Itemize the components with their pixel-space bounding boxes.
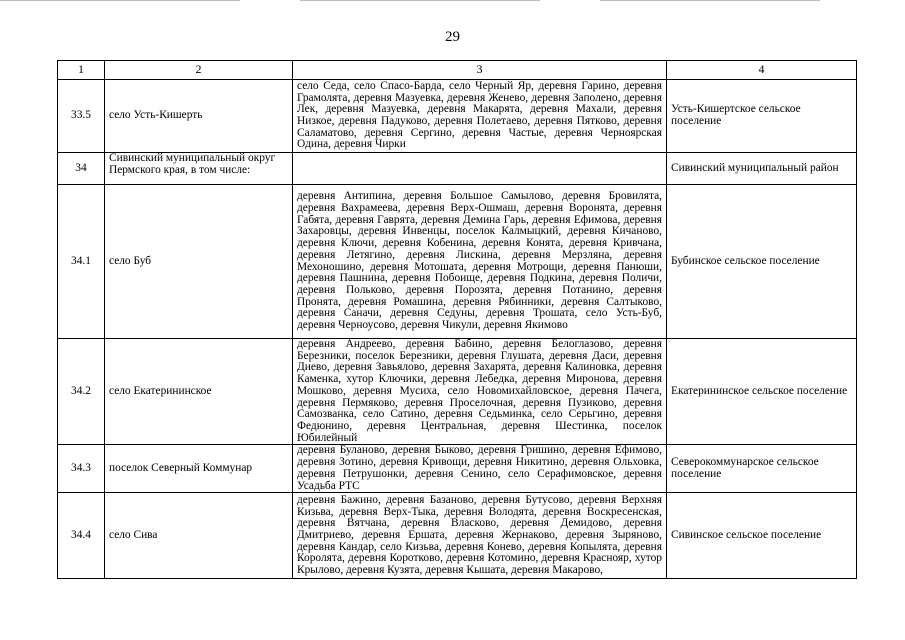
table-row bbox=[58, 339, 857, 445]
table-row bbox=[58, 445, 857, 493]
table-row bbox=[58, 493, 857, 579]
header-col-4: 4 bbox=[667, 61, 857, 80]
row-name: Сивинский муниципальный округ Пермского края, в том числе: bbox=[105, 153, 293, 185]
row-villages: деревня Бажино, деревня Базаново, деревня Бутусово, деревня Верхняя Кизьва, деревня Верх-Тыка, деревня Володята, деревня Воскресенская, деревня Вятчана, деревня Власково, деревня Демидово, деревня Дмитриево, деревня Ершата, деревня Жернаково, деревня Зыряново, деревня Кандар, село Кизьва, деревня Конево, деревня Копылята, деревня Королята, деревня Коротково, деревня Котомино, деревня Краснояр, хутор Крылово, деревня Кузята, деревня Кышата, деревня Макарово, bbox=[293, 493, 667, 579]
row-settlement: Усть-Кишертское сельское поселение bbox=[667, 80, 857, 153]
row-villages: село Седа, село Спасо-Барда, село Черный Яр, деревня Гарино, деревня Грамолята, деревня Мазуевка, деревня Женево, деревня Заполено, деревня Лек, деревня Мазуевка, деревня Макарята, деревня Махали, деревня Низкое, деревня Падуково, деревня Полетаево, деревня Пятково, деревня Саламатово, деревня Сергино, деревня Частые, деревня Черноярская Одина, деревня Чирки bbox=[293, 80, 667, 153]
table-row bbox=[58, 153, 857, 185]
row-number: 34.2 bbox=[58, 339, 105, 445]
header-col-1: 1 bbox=[58, 61, 105, 80]
row-villages: деревня Буланово, деревня Быково, деревня Гришино, деревня Ефимово, деревня Зотино, деревня Кривощи, деревня Никитино, деревня Ольховка, деревня Петрушонки, деревня Сенино, село Серафимовское, деревня Усадьба РТС bbox=[293, 445, 667, 493]
row-name: село Буб bbox=[105, 185, 293, 339]
header-col-3: 3 bbox=[293, 61, 667, 80]
row-settlement: Екатерининское сельское поселение bbox=[667, 339, 857, 445]
header-col-2: 2 bbox=[105, 61, 293, 80]
row-settlement: Сивинский муниципальный район bbox=[667, 153, 857, 185]
top-scan-line-mid bbox=[300, 0, 540, 1]
settlements-table bbox=[57, 60, 857, 579]
row-villages: деревня Антипина, деревня Большое Самылово, деревня Бровилята, деревня Вахрамеева, деревня Верх-Ошмаш, деревня Воронята, деревня Габята, деревня Гаврята, деревня Демина Гарь, деревня Ефимова, деревня Захаровцы, деревня Инвенцы, поселок Калмыцкий, деревня Кичаново, деревня Ключи, деревня Кобенина, деревня Конята, деревня Кривчана, деревня Летягино, деревня Лискина, деревня Мерзляна, деревня Мехоношино, деревня Мотошата, деревня Мотрощи, деревня Панюши, деревня Пашнина, деревня Побоище, деревня Подкина, деревня Поличи, деревня Польково, деревня Порозята, деревня Потанино, деревня Пронята, деревня Ромашина, деревня Рябинники, деревня Салтыково, деревня Саначи, деревня Седуны, деревня Трошата, село Усть-Буб, деревня Черноусово, деревня Чикули, деревня Якимово bbox=[293, 185, 667, 339]
row-name: село Усть-Кишерть bbox=[105, 80, 293, 153]
row-settlement: Сивинское сельское поселение bbox=[667, 493, 857, 579]
row-settlement: Северокоммунарское сельское поселение bbox=[667, 445, 857, 493]
row-villages bbox=[293, 153, 667, 185]
row-name: село Екатерининское bbox=[105, 339, 293, 445]
row-number: 34.4 bbox=[58, 493, 105, 579]
table-row bbox=[58, 80, 857, 153]
page-number: 29 bbox=[445, 29, 460, 45]
top-scan-line-right bbox=[600, 0, 820, 1]
row-name: село Сива bbox=[105, 493, 293, 579]
row-number: 34.3 bbox=[58, 445, 105, 493]
row-number: 34 bbox=[58, 153, 105, 185]
row-number: 34.1 bbox=[58, 185, 105, 339]
row-name: поселок Северный Коммунар bbox=[105, 445, 293, 493]
top-scan-line-left bbox=[0, 0, 240, 1]
table-header-row bbox=[58, 61, 857, 80]
table-row bbox=[58, 185, 857, 339]
row-villages: деревня Андреево, деревня Бабино, деревня Белоглазово, деревня Березники, поселок Березники, деревня Глушата, деревня Даси, деревня Диево, деревня Завьялово, деревня Захарята, деревня Калиновка, деревня Каменка, хутор Ключики, деревня Лебедка, деревня Миронова, деревня Мошково, деревня Мусиха, село Новомихайловское, деревня Пачега, деревня Пермяково, деревня Проселочная, деревня Пузиково, деревня Самозванка, село Сатино, деревня Седьминка, село Серьгино, деревня Федюнино, деревня Центральная, деревня Шестинка, поселок Юбилейный bbox=[293, 339, 667, 445]
row-settlement: Бубинское сельское поселение bbox=[667, 185, 857, 339]
row-number: 33.5 bbox=[58, 80, 105, 153]
